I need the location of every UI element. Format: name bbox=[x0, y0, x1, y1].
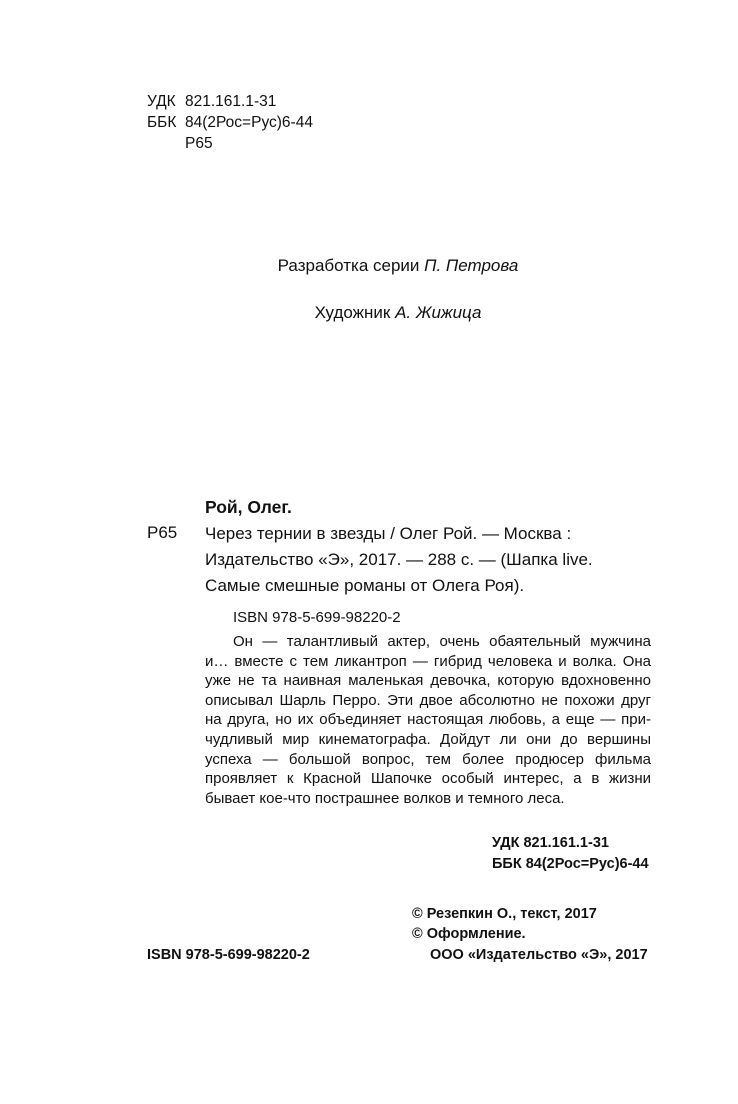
udk-top bbox=[147, 92, 276, 112]
copyright-text: © Резепкин О., текст, 2017 bbox=[412, 906, 597, 922]
bbk-value: 84(2Рос=Рус)6-44 bbox=[185, 114, 313, 131]
artist-credit bbox=[29, 302, 738, 324]
series-name: П. Петрова bbox=[424, 256, 519, 275]
bib-line: Издательство «Э», 2017. — 288 с. — (Шапка live. bbox=[205, 550, 593, 569]
author-heading: Рой, Олег. bbox=[205, 497, 292, 517]
series-credit bbox=[29, 255, 738, 277]
udk-value: 821.161.1-31 bbox=[185, 93, 277, 110]
isbn-bib: ISBN 978-5-699-98220-2 bbox=[233, 609, 401, 626]
annotation-line: успеха — большой вопрос, тем более продюсер фильма bbox=[205, 750, 651, 768]
annotation-line: чудливый мир кинематографа. Дойдут ли они до вершины bbox=[205, 730, 651, 748]
annotation-line: проявляет к Красной Шапочке особый интерес, а в жизни bbox=[205, 770, 651, 788]
series-label: Разработка серии bbox=[277, 256, 420, 275]
author-code-top: Р65 bbox=[185, 135, 213, 152]
bib-line: Через тернии в звезды / Олег Рой. — Москва : bbox=[205, 524, 572, 543]
annotation-line: Он — талантливый актер, очень обаятельный мужчина bbox=[233, 633, 651, 650]
annotation-line: бывает кое-что пострашнее волков и темного леса. bbox=[205, 789, 565, 807]
artist-label: Художник bbox=[314, 303, 391, 322]
copyright-design: © Оформление. bbox=[412, 926, 526, 942]
udk-label: УДК bbox=[147, 93, 176, 110]
annotation-line: описывал Шарль Перро. Эти двое абсолютно не похожи друг bbox=[205, 691, 651, 709]
bib-line: Самые смешные романы от Олега Роя). bbox=[205, 576, 525, 595]
udk-bottom: УДК 821.161.1-31 bbox=[492, 835, 609, 851]
annotation-line: и… вместе с тем ликантроп — гибрид человека и волка. Она bbox=[205, 652, 651, 670]
annotation-line: на друга, но их объединяет настоящая любовь, а еще — при- bbox=[205, 711, 651, 729]
bbk-bottom: ББК 84(2Рос=Рус)6-44 bbox=[492, 856, 649, 872]
annotation-line: уже не та наивная маленькая девочка, которую вдохновенно bbox=[205, 672, 651, 690]
copyright-publisher: ООО «Издательство «Э», 2017 bbox=[430, 947, 648, 963]
bbk-top bbox=[147, 113, 313, 133]
artist-name: А. Жижица bbox=[395, 303, 482, 322]
bbk-label: ББК bbox=[147, 114, 177, 131]
annotation bbox=[205, 632, 651, 808]
author-code-bib: Р65 bbox=[147, 523, 178, 542]
isbn-bottom: ISBN 978-5-699-98220-2 bbox=[147, 947, 310, 963]
